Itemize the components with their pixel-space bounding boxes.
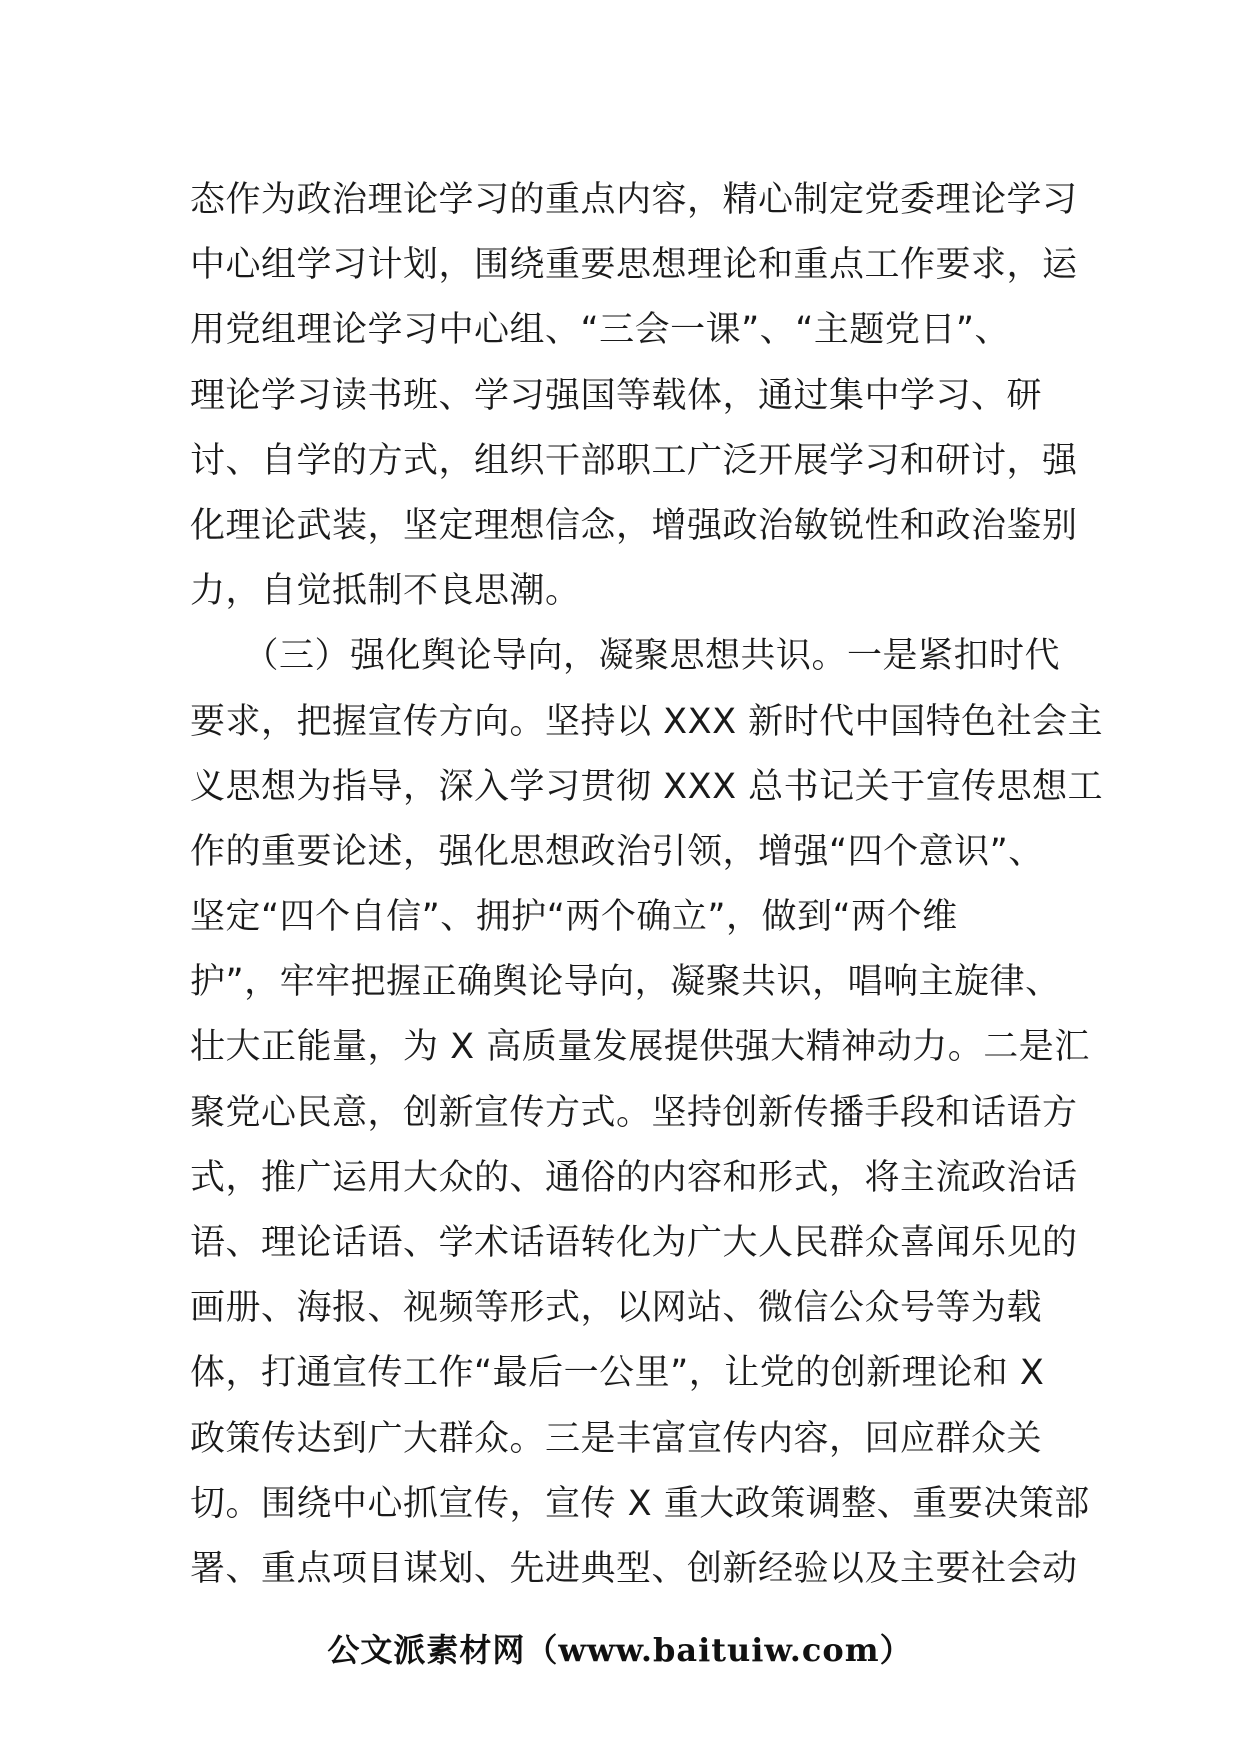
body-text: [190, 168, 1104, 1602]
text-line: 中心组学习计划，围绕重要思想理论和重点工作要求，运: [190, 245, 1078, 286]
text-line: 化理论武装，坚定理想信念，增强政治敏锐性和政治鉴别: [190, 505, 1078, 546]
text-line: 态作为政治理论学习的重点内容，精心制定党委理论学习: [190, 180, 1078, 220]
text-line: 式，推广运用大众的、通俗的内容和形式，将主流政治话: [190, 1157, 1078, 1198]
text-line: 护”，牢牢把握正确舆论导向，凝聚共识，唱响主旋律、: [190, 962, 1061, 1003]
text-line: 理论学习读书班、学习强国等载体，通过集中学习、研: [190, 375, 1043, 416]
text-line: 聚党心民意，创新宣传方式。坚持创新传播手段和话语方: [190, 1092, 1078, 1133]
text-line: 力，自觉抵制不良思潮。: [190, 571, 581, 612]
text-line: 壮大正能量，为 X 高质量发展提供强大精神动力。二是汇: [190, 1027, 1090, 1068]
text-line: 用党组理论学习中心组、“三会一课”、“主题党日”、: [190, 310, 1011, 351]
text-line: 切。围绕中心抓宣传，宣传 X 重大政策调整、重要决策部: [190, 1483, 1090, 1524]
text-line: 作的重要论述，强化思想政治引领，增强“四个意识”、: [190, 831, 1044, 872]
text-line: 画册、海报、视频等形式，以网站、微信公众号等为载: [190, 1288, 1043, 1329]
text-line: （三）强化舆论导向，凝聚思想共识。一是紧扣时代: [190, 636, 1061, 677]
text-line: 体，打通宣传工作“最后一公里”，让党的创新理论和 X: [190, 1353, 1045, 1394]
text-line: 坚定“四个自信”、拥护“两个确立”，做到“两个维: [190, 897, 958, 938]
text-line: 讨、自学的方式，组织干部职工广泛开展学习和研讨，强: [190, 440, 1078, 481]
text-line: 署、重点项目谋划、先进典型、创新经验以及主要社会动: [190, 1548, 1078, 1589]
text-line: 语、理论话语、学术话语转化为广大人民群众喜闻乐见的: [190, 1223, 1078, 1263]
footer-watermark: 公文派素材网（www.baituiw.com）: [327, 1631, 913, 1669]
text-line: 政策传达到广大群众。三是丰富宣传内容，回应群众关: [190, 1418, 1043, 1459]
text-line: 义思想为指导，深入学习贯彻 XXX 总书记关于宣传思想工: [190, 766, 1104, 807]
text-line: 要求，把握宣传方向。坚持以 XXX 新时代中国特色社会主: [190, 701, 1104, 742]
